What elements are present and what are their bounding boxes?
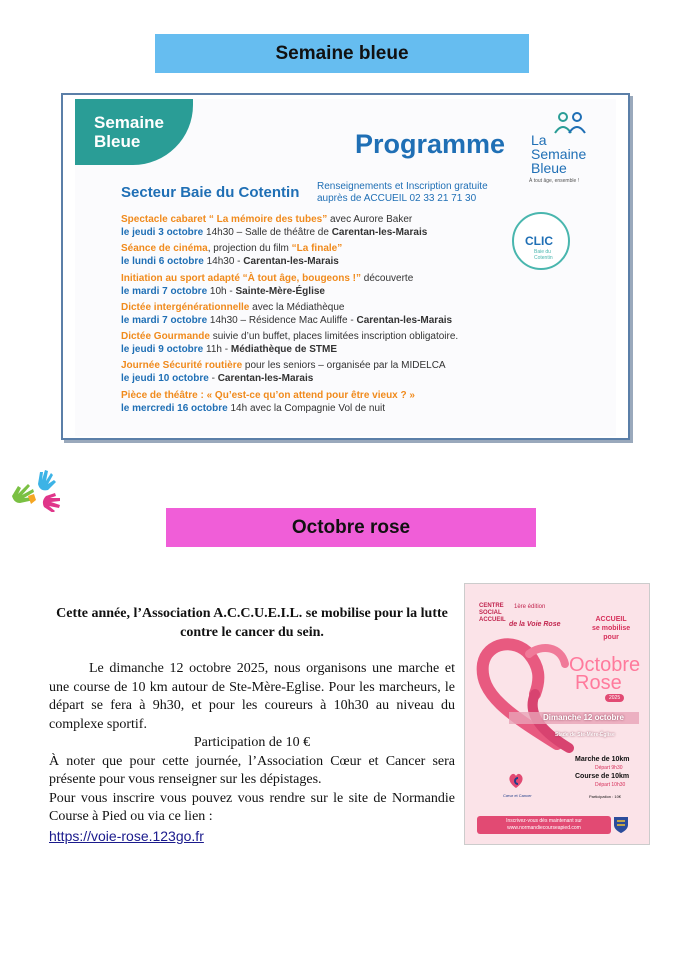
event-title: Spectacle cabaret “ La mémoire des tubes” — [121, 214, 328, 225]
event-place: Carentan-les-Marais — [356, 314, 453, 326]
banner-line2: www.normandiecourseapied.com — [507, 825, 581, 831]
event-title-extra: découverte — [361, 272, 414, 284]
rose-participation: Participation de 10 € — [193, 735, 311, 750]
event-title: Journée Sécurité routière — [121, 360, 243, 372]
secteur-title: Secteur Baie du Cotentin — [121, 184, 300, 201]
event-title: Dictée Gourmande — [121, 331, 210, 343]
logo-line2: SOCIAL — [479, 610, 502, 616]
rose-title: Cette année, l’Association A.C.C.U.E.I.L. se mobilise pour la lutte contre le cancer du sein. — [56, 606, 448, 640]
event-date: le mardi 7 octobre — [121, 314, 208, 326]
event-date: le jeudi 3 octobre — [121, 227, 204, 238]
event-place: Sainte-Mère-Église — [235, 285, 325, 297]
event-item — [121, 272, 511, 301]
event-item — [121, 242, 511, 271]
logo-line3: ACCUEIL — [479, 617, 506, 623]
event-title-extra: pour les seniors – organisée par la MIDELCA — [242, 360, 446, 372]
renseignements-line1: Renseignements et Inscription gratuite — [317, 181, 488, 192]
rose-word: Rose — [575, 672, 622, 694]
banner-line1: Inscrivez-vous dès maintenant sur — [506, 818, 582, 824]
event-date: le mercredi 16 octobre — [121, 402, 228, 414]
poster-content — [75, 99, 616, 436]
depart-marche: Départ 9h30 — [595, 765, 623, 771]
logo-line2: Semaine — [531, 146, 587, 162]
event-title: Dictée intergénérationnelle — [121, 301, 250, 313]
event-date: le jeudi 10 octobre — [121, 373, 209, 385]
event-time: 11h - — [203, 344, 231, 356]
inscription-banner — [477, 816, 611, 834]
event-title: Pièce de théâtre : « Qu’est-ce qu’on attend pour être vieux ? » — [121, 389, 415, 401]
event-date: le jeudi 9 octobre — [121, 344, 204, 356]
rose-paragraph3: Pour vous inscrire vous pouvez vous rendre sur le site de Normandie Course à Pied ou via ce lien : — [49, 790, 455, 824]
semaine-bleue-logo — [525, 111, 615, 184]
accueil-line1: ACCUEIL — [595, 616, 627, 623]
logo-tagline: À tout âge, ensemble ! — [529, 178, 580, 184]
event-time: 14h30 – Salle de théâtre de — [203, 227, 332, 238]
hands-icon — [8, 466, 70, 512]
clic-logo — [512, 212, 570, 270]
course-label: Course de 10km — [575, 773, 630, 780]
marche-label: Marche de 10km — [575, 756, 630, 763]
rose-paragraph2: À noter que pour cette journée, l’Association Cœur et Cancer sera présente pour vous renseigner sur les dépistages. — [49, 753, 455, 787]
event-date: le lundi 6 octobre — [121, 256, 204, 268]
voie-rose-link[interactable]: https://voie-rose.123go.fr — [49, 827, 204, 844]
rose-body — [49, 660, 455, 847]
badge-line1: Semaine — [94, 113, 164, 132]
participation-label: Participation : 10€ — [589, 794, 622, 799]
coeur-et-cancer-logo-icon — [507, 772, 525, 790]
event-title-extra: avec la Médiathèque — [249, 301, 345, 313]
octobre-rose-text — [49, 605, 455, 847]
event-time: 14h30 - — [203, 256, 244, 268]
event-title: Séance de cinéma — [121, 243, 208, 255]
renseignements-line2: auprès de ACCUEIL 02 33 21 71 30 — [317, 193, 477, 204]
event-place: Carentan-les-Marais — [331, 227, 428, 238]
event-film-title: “La finale” — [291, 243, 343, 255]
event-title-extra: , projection du film — [207, 243, 292, 255]
edition-label: 1ère édition — [514, 604, 546, 610]
stade-label: Stade de Ste-Mère-Église — [555, 732, 615, 738]
event-item — [121, 213, 511, 242]
event-item — [121, 301, 511, 330]
logo-line1: CENTRE — [479, 603, 504, 609]
voie-rose-label: de la Voie Rose — [509, 621, 561, 628]
octobre-rose-heading: Octobre rose — [166, 508, 536, 547]
clic-sub: Baie du Cotentin — [534, 249, 553, 261]
people-icon — [553, 111, 597, 135]
logo-line1: La — [531, 132, 547, 148]
semaine-bleue-heading: Semaine bleue — [155, 34, 529, 73]
accueil-line2: se mobilise — [592, 625, 631, 632]
event-place: Carentan-les-Marais — [217, 373, 314, 385]
event-title-extra: avec Aurore Baker — [327, 214, 413, 225]
event-place: Carentan-les-Marais — [243, 256, 339, 268]
event-item — [121, 389, 511, 418]
date-label: Dimanche 12 octobre — [543, 713, 624, 722]
event-list — [121, 213, 511, 418]
town-crest-icon — [613, 816, 629, 834]
year-badge: 2025 — [605, 694, 624, 702]
accueil-line3: pour — [603, 634, 619, 641]
event-item — [121, 330, 511, 359]
event-date: le mardi 7 octobre — [121, 285, 208, 297]
event-time: 14h avec la Compagnie Vol de nuit — [227, 402, 386, 414]
event-item — [121, 359, 511, 388]
badge-line2: Bleue — [94, 132, 141, 151]
coeur-et-cancer-label: Cœur et Cancer — [503, 793, 532, 798]
event-time: 10h - — [207, 285, 236, 297]
semaine-bleue-badge — [75, 99, 193, 165]
event-title-extra: suivie d’un buffet, places limitées inscription obligatoire. — [209, 331, 459, 343]
event-place: Médiathèque de STME — [230, 344, 337, 356]
rose-paragraph1: Le dimanche 12 octobre 2025, nous organisons une marche et une course de 10 km autour de Ste-Mère-Eglise. Pour les marcheurs, le départ se fera à 9h30, et pour les coureurs à 10h30 au niveau du complexe sportif. — [49, 661, 455, 732]
clic-label: CLIC — [525, 234, 553, 248]
logo-line3: Bleue — [531, 160, 567, 176]
semaine-bleue-poster — [61, 93, 630, 440]
centre-social-logo — [479, 603, 506, 624]
event-time: 14h30 – Résidence Mac Auliffe - — [207, 314, 357, 326]
octobre-word: Octobre — [569, 654, 641, 676]
octobre-rose-poster — [464, 583, 650, 845]
depart-course: Départ 10h30 — [595, 782, 626, 788]
programme-title: Programme — [355, 129, 506, 159]
renseignements — [317, 181, 488, 205]
event-time: - — [208, 373, 218, 385]
event-title: Initiation au sport adapté “À tout âge, bougeons !” — [121, 272, 361, 284]
